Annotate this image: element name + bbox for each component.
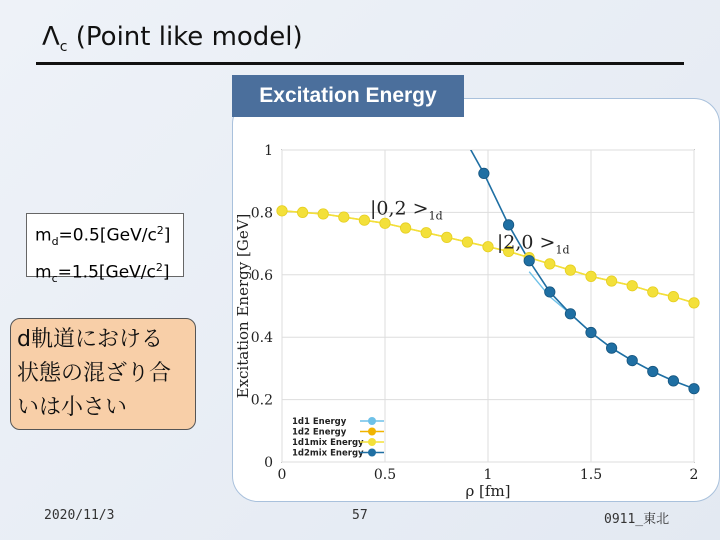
data-point: [586, 271, 596, 281]
data-point: [503, 220, 513, 230]
title-rest: (Point like model): [67, 22, 303, 52]
data-point: [400, 223, 410, 233]
data-point: [277, 206, 287, 216]
y-tick-label: 0.2: [250, 392, 273, 409]
data-point: [297, 207, 307, 217]
data-point: [668, 291, 678, 301]
y-tick-label: 0.4: [250, 330, 273, 347]
y-tick-label: 0: [264, 455, 273, 471]
legend-label: 1d2mix Energy: [292, 448, 364, 459]
data-point: [479, 168, 489, 178]
annotation-sub: 1d: [428, 209, 443, 223]
data-point: [565, 265, 575, 275]
data-point: [648, 287, 658, 297]
x-tick-label: 1: [483, 467, 493, 483]
legend-label: 1d1mix Energy: [292, 438, 364, 448]
data-point: [339, 212, 349, 222]
legend-label: 1d1 Energy: [292, 417, 347, 427]
data-point: [462, 237, 472, 247]
parameter-box: [26, 213, 184, 286]
note-line: いは小さい: [17, 395, 128, 420]
data-point: [689, 298, 699, 308]
data-point: [606, 276, 616, 286]
x-tick-label: 0.5: [373, 467, 397, 483]
data-point: [545, 259, 555, 269]
note-line: d軌道における: [17, 327, 163, 352]
data-point: [545, 287, 555, 297]
footer-date: 2020/11/3: [44, 508, 115, 523]
data-point: [627, 355, 637, 365]
x-axis-label: ρ [fm]: [465, 482, 511, 500]
footer-page: 57: [352, 508, 368, 523]
x-tick-label: 2: [689, 467, 699, 483]
data-point: [483, 242, 493, 252]
legend-marker: [368, 449, 376, 457]
param-md: $m_d=0.5[GeV/c^2]$: [35, 224, 171, 249]
x-tick-label: 1.5: [579, 467, 603, 483]
data-point: [648, 366, 658, 376]
data-point: [586, 327, 596, 337]
chart-header: Excitation Energy: [232, 75, 464, 117]
title-sub: c: [59, 39, 68, 56]
y-tick-label: 1: [264, 143, 273, 159]
data-point: [442, 232, 452, 242]
data-point: [606, 343, 616, 353]
footer-id: 0911_東北: [604, 512, 670, 527]
y-tick-label: 0.6: [250, 267, 273, 284]
data-point: [627, 281, 637, 291]
legend-label: 1d2 Energy: [292, 427, 347, 438]
title-lambda: Λ: [42, 22, 60, 52]
y-axis-label: Excitation Energy [GeV]: [234, 213, 252, 399]
note-line: 状態の混ざり合: [17, 361, 172, 386]
data-point: [668, 376, 678, 386]
data-point: [524, 256, 534, 266]
data-point: [359, 215, 369, 225]
data-point: [380, 218, 390, 228]
legend-marker: [368, 428, 376, 436]
data-point: [689, 383, 699, 393]
data-point: [421, 227, 431, 237]
state-annotation: $|2,0 >_{1d}$: [496, 231, 570, 257]
data-point: [565, 309, 575, 319]
state-annotation: $|0,2 >_{1d}$: [370, 197, 443, 223]
param-mc: $m_c=1.5[GeV/c^2]$: [35, 261, 170, 286]
data-point: [318, 209, 328, 219]
legend-marker: [368, 417, 376, 425]
note-box: [10, 318, 196, 430]
annotation-sub: 1d: [555, 243, 570, 257]
y-tick-label: 0.8: [250, 205, 273, 222]
x-tick-label: 0: [277, 467, 287, 483]
legend-marker: [368, 438, 376, 446]
